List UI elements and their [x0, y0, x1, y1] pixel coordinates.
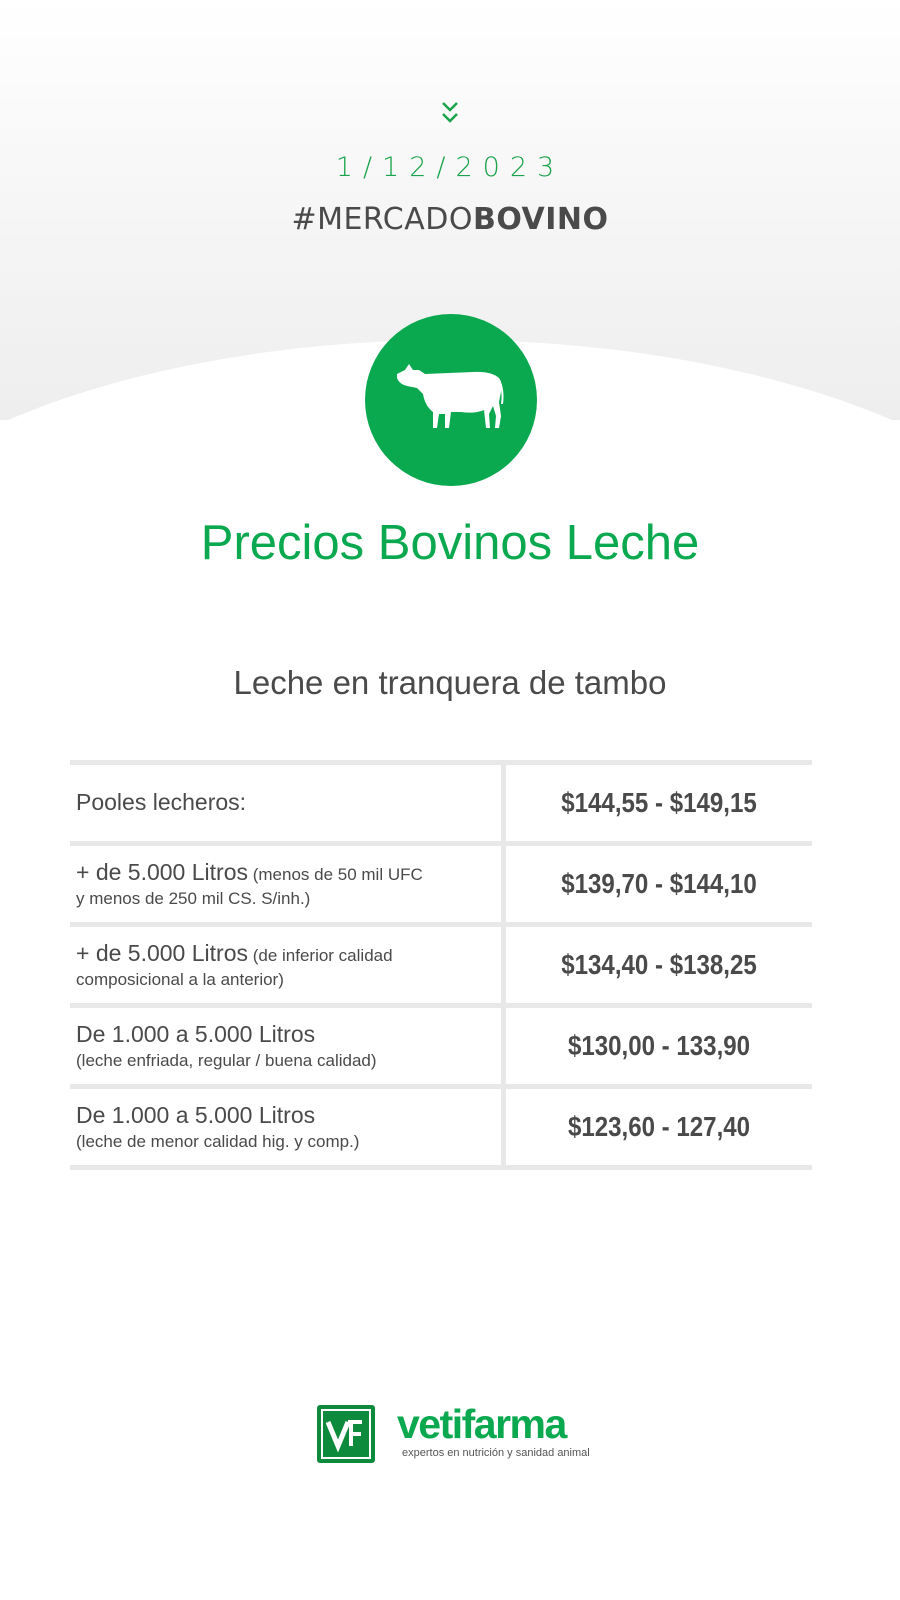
row-label-main: De 1.000 a 5.000 Litros: [76, 1020, 316, 1047]
hashtag: [0, 202, 900, 237]
brand-name: vetifarma: [397, 1401, 566, 1447]
vetifarma-logo: [317, 1401, 590, 1465]
row-label-sub: (leche enfriada, regular / buena calidad): [76, 1050, 377, 1070]
page-title: Precios Bovinos Leche: [200, 516, 700, 570]
table-row: [70, 1008, 812, 1089]
row-label-main: Pooles lecheros:: [76, 788, 247, 815]
chevron-down-icon: [438, 100, 462, 126]
row-price: $139,70 - $144,10: [561, 868, 757, 899]
row-label: [70, 846, 506, 922]
row-label-sub: y menos de 250 mil CS. S/inh.): [76, 888, 311, 908]
row-price: $144,55 - $149,15: [561, 787, 757, 818]
cow-badge: [365, 314, 537, 486]
row-label-main: + de 5.000 Litros: [76, 939, 248, 966]
row-label: [70, 1008, 506, 1084]
row-label: [70, 1089, 506, 1165]
row-price: $130,00 - 133,90: [567, 1030, 751, 1061]
table-row: [70, 1089, 812, 1170]
brand-tagline: expertos en nutrición y sanidad animal: [402, 1447, 590, 1459]
table-row: [70, 846, 812, 927]
row-label-main: + de 5.000 Litros: [76, 858, 248, 885]
table-row: [70, 927, 812, 1008]
row-price: $123,60 - 127,40: [567, 1111, 751, 1142]
vetifarma-mark-icon: [317, 1405, 375, 1463]
cow-icon: [395, 358, 505, 436]
row-price: $134,40 - $138,25: [561, 949, 757, 980]
row-label-note: (de inferior calidad: [247, 945, 393, 965]
price-table: [70, 760, 812, 1170]
row-label-sub: (leche de menor calidad hig. y comp.): [76, 1131, 360, 1151]
row-label: [70, 765, 506, 841]
table-row: [70, 765, 812, 846]
hashtag-prefix: #MERCADO: [291, 202, 473, 237]
row-label-main: De 1.000 a 5.000 Litros: [76, 1101, 316, 1128]
post-date: 1/12/2023: [335, 152, 565, 183]
row-label-note: (menos de 50 mil UFC: [247, 864, 423, 884]
hashtag-bold: BOVINO: [472, 202, 609, 237]
row-label: [70, 927, 506, 1003]
row-label-sub: composicional a la anterior): [76, 969, 284, 989]
section-subtitle: Leche en tranquera de tambo: [233, 664, 667, 701]
